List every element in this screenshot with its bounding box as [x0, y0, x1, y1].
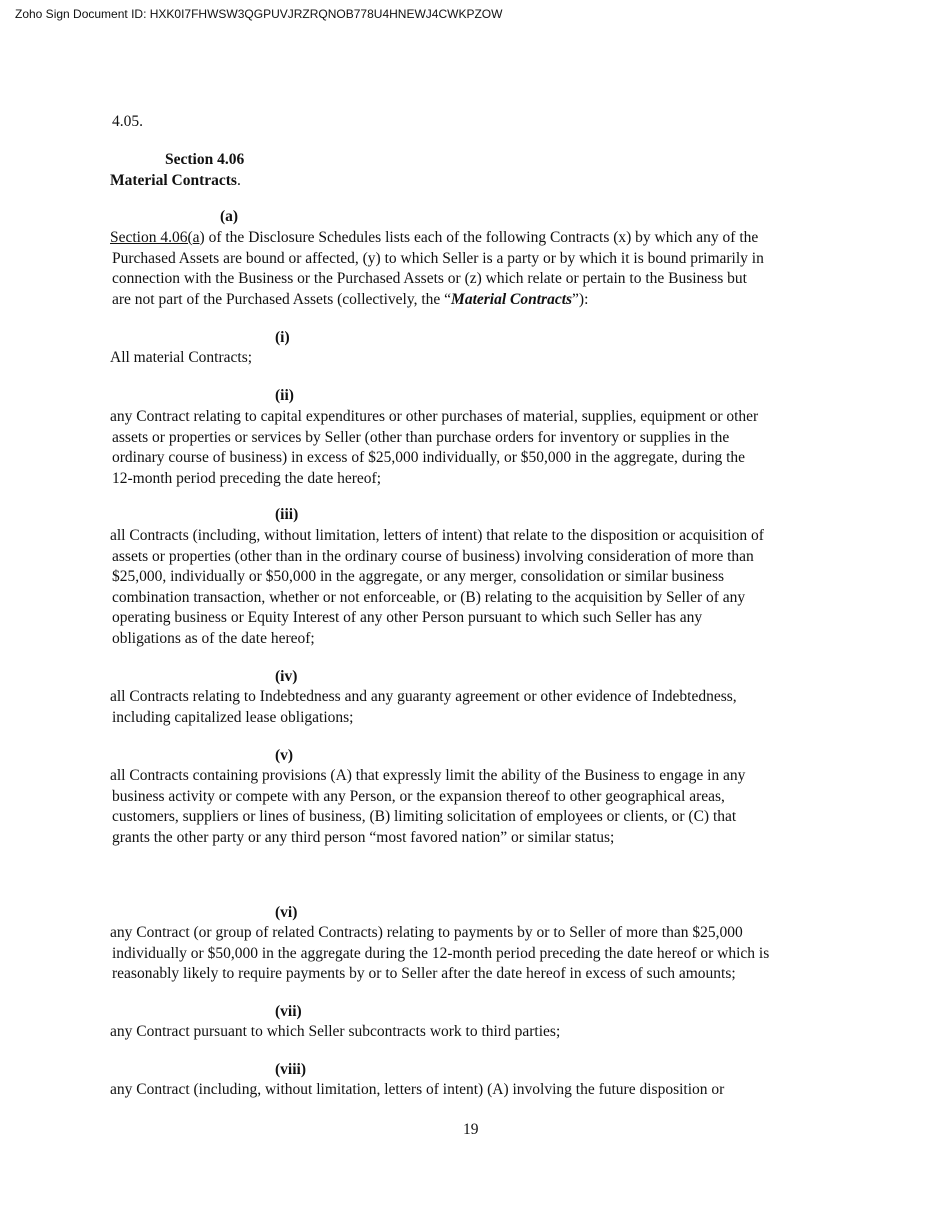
- document-id-header: Zoho Sign Document ID: HXK0I7FHWSW3QGPUVJRZRQNOB778U4HNEWJ4CWKPZOW: [15, 7, 503, 21]
- item-label: (ii): [275, 387, 294, 404]
- item-line: combination transaction, whether or not enforceable, or (B) relating to the acquisition by Seller of any: [112, 588, 746, 606]
- section-title: Material Contracts: [110, 172, 237, 189]
- item-line: obligations as of the date hereof;: [112, 629, 315, 647]
- item-paragraph: [110, 526, 830, 650]
- section-reference-letter: a: [192, 229, 200, 246]
- defined-term: Material Contracts: [451, 290, 573, 308]
- item-line: reasonably likely to require payments by or to Seller after the date hereof in excess of such amounts;: [112, 965, 736, 983]
- item-line: ordinary course of business) in excess of $25,000 individually, or $50,000 in the aggregate, during the: [112, 449, 746, 467]
- item-a-line: [110, 228, 830, 249]
- item-line: assets or properties or services by Seller (other than purchase orders for inventory or supplies in the: [112, 428, 730, 446]
- item-label: (iv): [275, 668, 298, 685]
- item-line: 12-month period preceding the date hereof;: [112, 469, 381, 487]
- section-number: Section 4.06: [165, 151, 245, 168]
- item-a-paragraph: [110, 228, 830, 310]
- item-label: (v): [275, 747, 294, 764]
- item-label: (vii): [275, 1003, 302, 1020]
- item-paragraph: [110, 766, 830, 848]
- item-label: (viii): [275, 1061, 306, 1078]
- section-reference-close: ): [199, 229, 205, 246]
- item-a-line1-text: of the Disclosure Schedules lists each of the following Contracts (x) by which any of the: [204, 229, 759, 246]
- item-line: individually or $50,000 in the aggregate during the 12-month period preceding the date hereof or which is: [112, 944, 770, 962]
- item-line: $25,000, individually or $50,000 in the aggregate, or any merger, consolidation or similar business: [112, 568, 725, 586]
- item-line: customers, suppliers or lines of business, (B) limiting solicitation of employees or clients, or (C) that: [112, 808, 737, 826]
- section-heading: [110, 171, 241, 191]
- item-a-line: [110, 290, 830, 311]
- item-line: any Contract relating to capital expenditures or other purchases of material, supplies, equipment or other: [110, 408, 759, 425]
- item-line: all Contracts relating to Indebtedness and any guaranty agreement or other evidence of Indebtedness,: [110, 688, 737, 705]
- item-line: business activity or compete with any Person, or the expansion thereof to other geographical areas,: [112, 787, 725, 805]
- item-paragraph: [110, 1022, 830, 1043]
- item-line: grants the other party or any third person “most favored nation” or similar status;: [112, 828, 615, 846]
- item-a-line: connection with the Business or the Purchased Assets or (z) which relate or pertain to the Business but: [112, 270, 747, 288]
- item-paragraph: [110, 923, 830, 985]
- page-number: 19: [463, 1121, 479, 1138]
- item-label: (i): [275, 329, 290, 346]
- item-line: assets or properties (other than in the ordinary course of business) involving consideration of more than: [112, 547, 754, 565]
- item-label: (iii): [275, 506, 299, 523]
- item-line: operating business or Equity Interest of any other Person pursuant to which such Seller has any: [112, 609, 703, 627]
- item-a-line4-end: ”):: [572, 290, 589, 308]
- section-title-suffix: .: [236, 172, 241, 189]
- section-reference-prefix: Section 4.06(: [110, 229, 193, 246]
- item-paragraph: [110, 407, 830, 489]
- item-label-a: (a): [220, 208, 239, 225]
- item-paragraph: [110, 348, 830, 369]
- item-line: any Contract (including, without limitation, letters of intent) (A) involving the future disposition or: [110, 1081, 725, 1098]
- section-reference-link: [110, 229, 200, 246]
- item-a-line: Purchased Assets are bound or affected, (y) to which Seller is a party or by which it is bound primarily in: [112, 249, 764, 267]
- item-a-line4-text: are not part of the Purchased Assets (collectively, the “: [112, 290, 452, 308]
- item-label: (vi): [275, 904, 298, 921]
- previous-section-ref: 4.05.: [112, 113, 143, 130]
- item-line: all Contracts containing provisions (A) that expressly limit the ability of the Business to engage in any: [110, 767, 746, 784]
- item-paragraph: [110, 687, 830, 728]
- item-paragraph: [110, 1080, 830, 1101]
- item-line: all Contracts (including, without limitation, letters of intent) that relate to the disposition or acquisition of: [110, 527, 764, 544]
- item-line: any Contract (or group of related Contracts) relating to payments by or to Seller of more than $25,000: [110, 924, 743, 941]
- item-line: including capitalized lease obligations;: [112, 708, 354, 726]
- item-line: any Contract pursuant to which Seller subcontracts work to third parties;: [110, 1023, 561, 1040]
- item-line: All material Contracts;: [110, 349, 253, 366]
